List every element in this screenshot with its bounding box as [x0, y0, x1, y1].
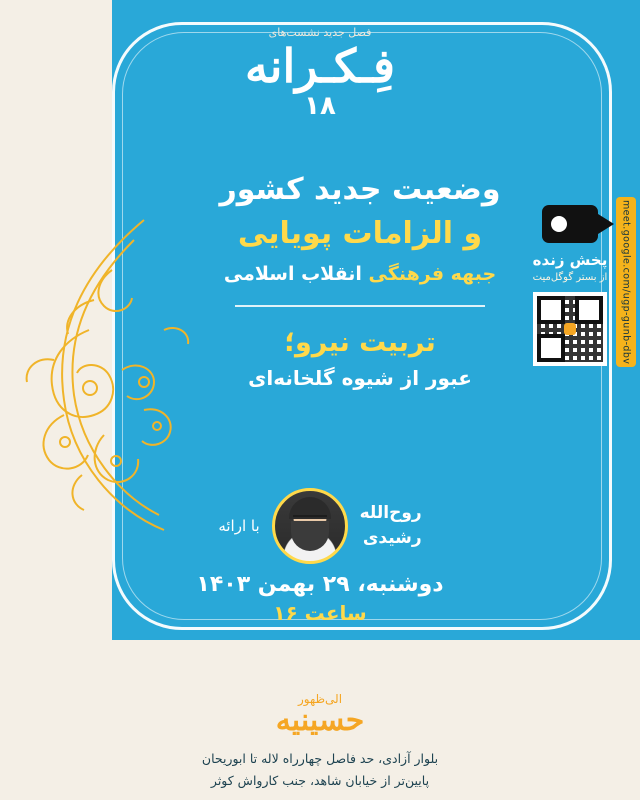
title-line-3 [150, 263, 570, 285]
topic-subtitle: عبور از شیوه گلخانه‌ای [248, 365, 472, 390]
presented-by-label: با ارائه [218, 517, 260, 535]
event-date: دوشنبه، ۲۹ بهمن ۱۴۰۳ [196, 572, 444, 597]
address-line-2: پایین‌تر از خیابان شاهد، جنب کارواش کوثر [210, 773, 430, 789]
venue-logo-small: الی‌ظهور [297, 692, 343, 707]
poster-footer [0, 694, 640, 792]
qr-code-icon[interactable] [533, 292, 607, 366]
qr-eye-bottom-right [537, 334, 565, 362]
session-number: ۱۸ [304, 91, 336, 121]
qr-eye-top-right [537, 296, 565, 324]
schedule-block [0, 572, 640, 625]
title-line-3-highlight: جبهه فرهنگی [368, 262, 497, 285]
qr-eye-top-left [575, 296, 603, 324]
title-line-3-rest: انقلاب اسلامی [223, 262, 362, 285]
title-line-2: و الزامات پویایی [237, 215, 483, 251]
qr-center-logo [564, 323, 576, 335]
main-content [150, 170, 570, 390]
broadcast-panel [518, 199, 632, 366]
title-line-1: وضعیت جدید کشور [219, 172, 501, 207]
speaker-name-last: رشیدی [362, 528, 422, 548]
meeting-url[interactable]: meet.google.com/ugp-gunb-dbv [616, 197, 636, 367]
venue-address [0, 748, 640, 792]
season-label: فصل جدید نشست‌های [268, 26, 372, 39]
live-label: پخش زنده [532, 251, 608, 269]
topic-title: تربیت نیرو؛ [284, 326, 436, 358]
address-line-1: بلوار آزادی، حد فاصل چهارراه لاله تا ابوریحان [201, 751, 439, 767]
divider [235, 305, 485, 307]
speaker-block [0, 488, 640, 564]
event-time: ساعت ۱۶ [273, 601, 367, 625]
live-sublabel: از بستر گوگل‌میت [532, 272, 608, 283]
speaker-name [360, 501, 422, 552]
video-camera-icon [542, 205, 598, 243]
poster-header [0, 26, 640, 121]
brand-title: فِـکـرانه [245, 39, 395, 93]
avatar [272, 488, 348, 564]
speaker-name-first: روح‌الله [359, 502, 422, 523]
venue-logo: حسینیه [275, 703, 365, 739]
glasses-icon [293, 515, 327, 526]
